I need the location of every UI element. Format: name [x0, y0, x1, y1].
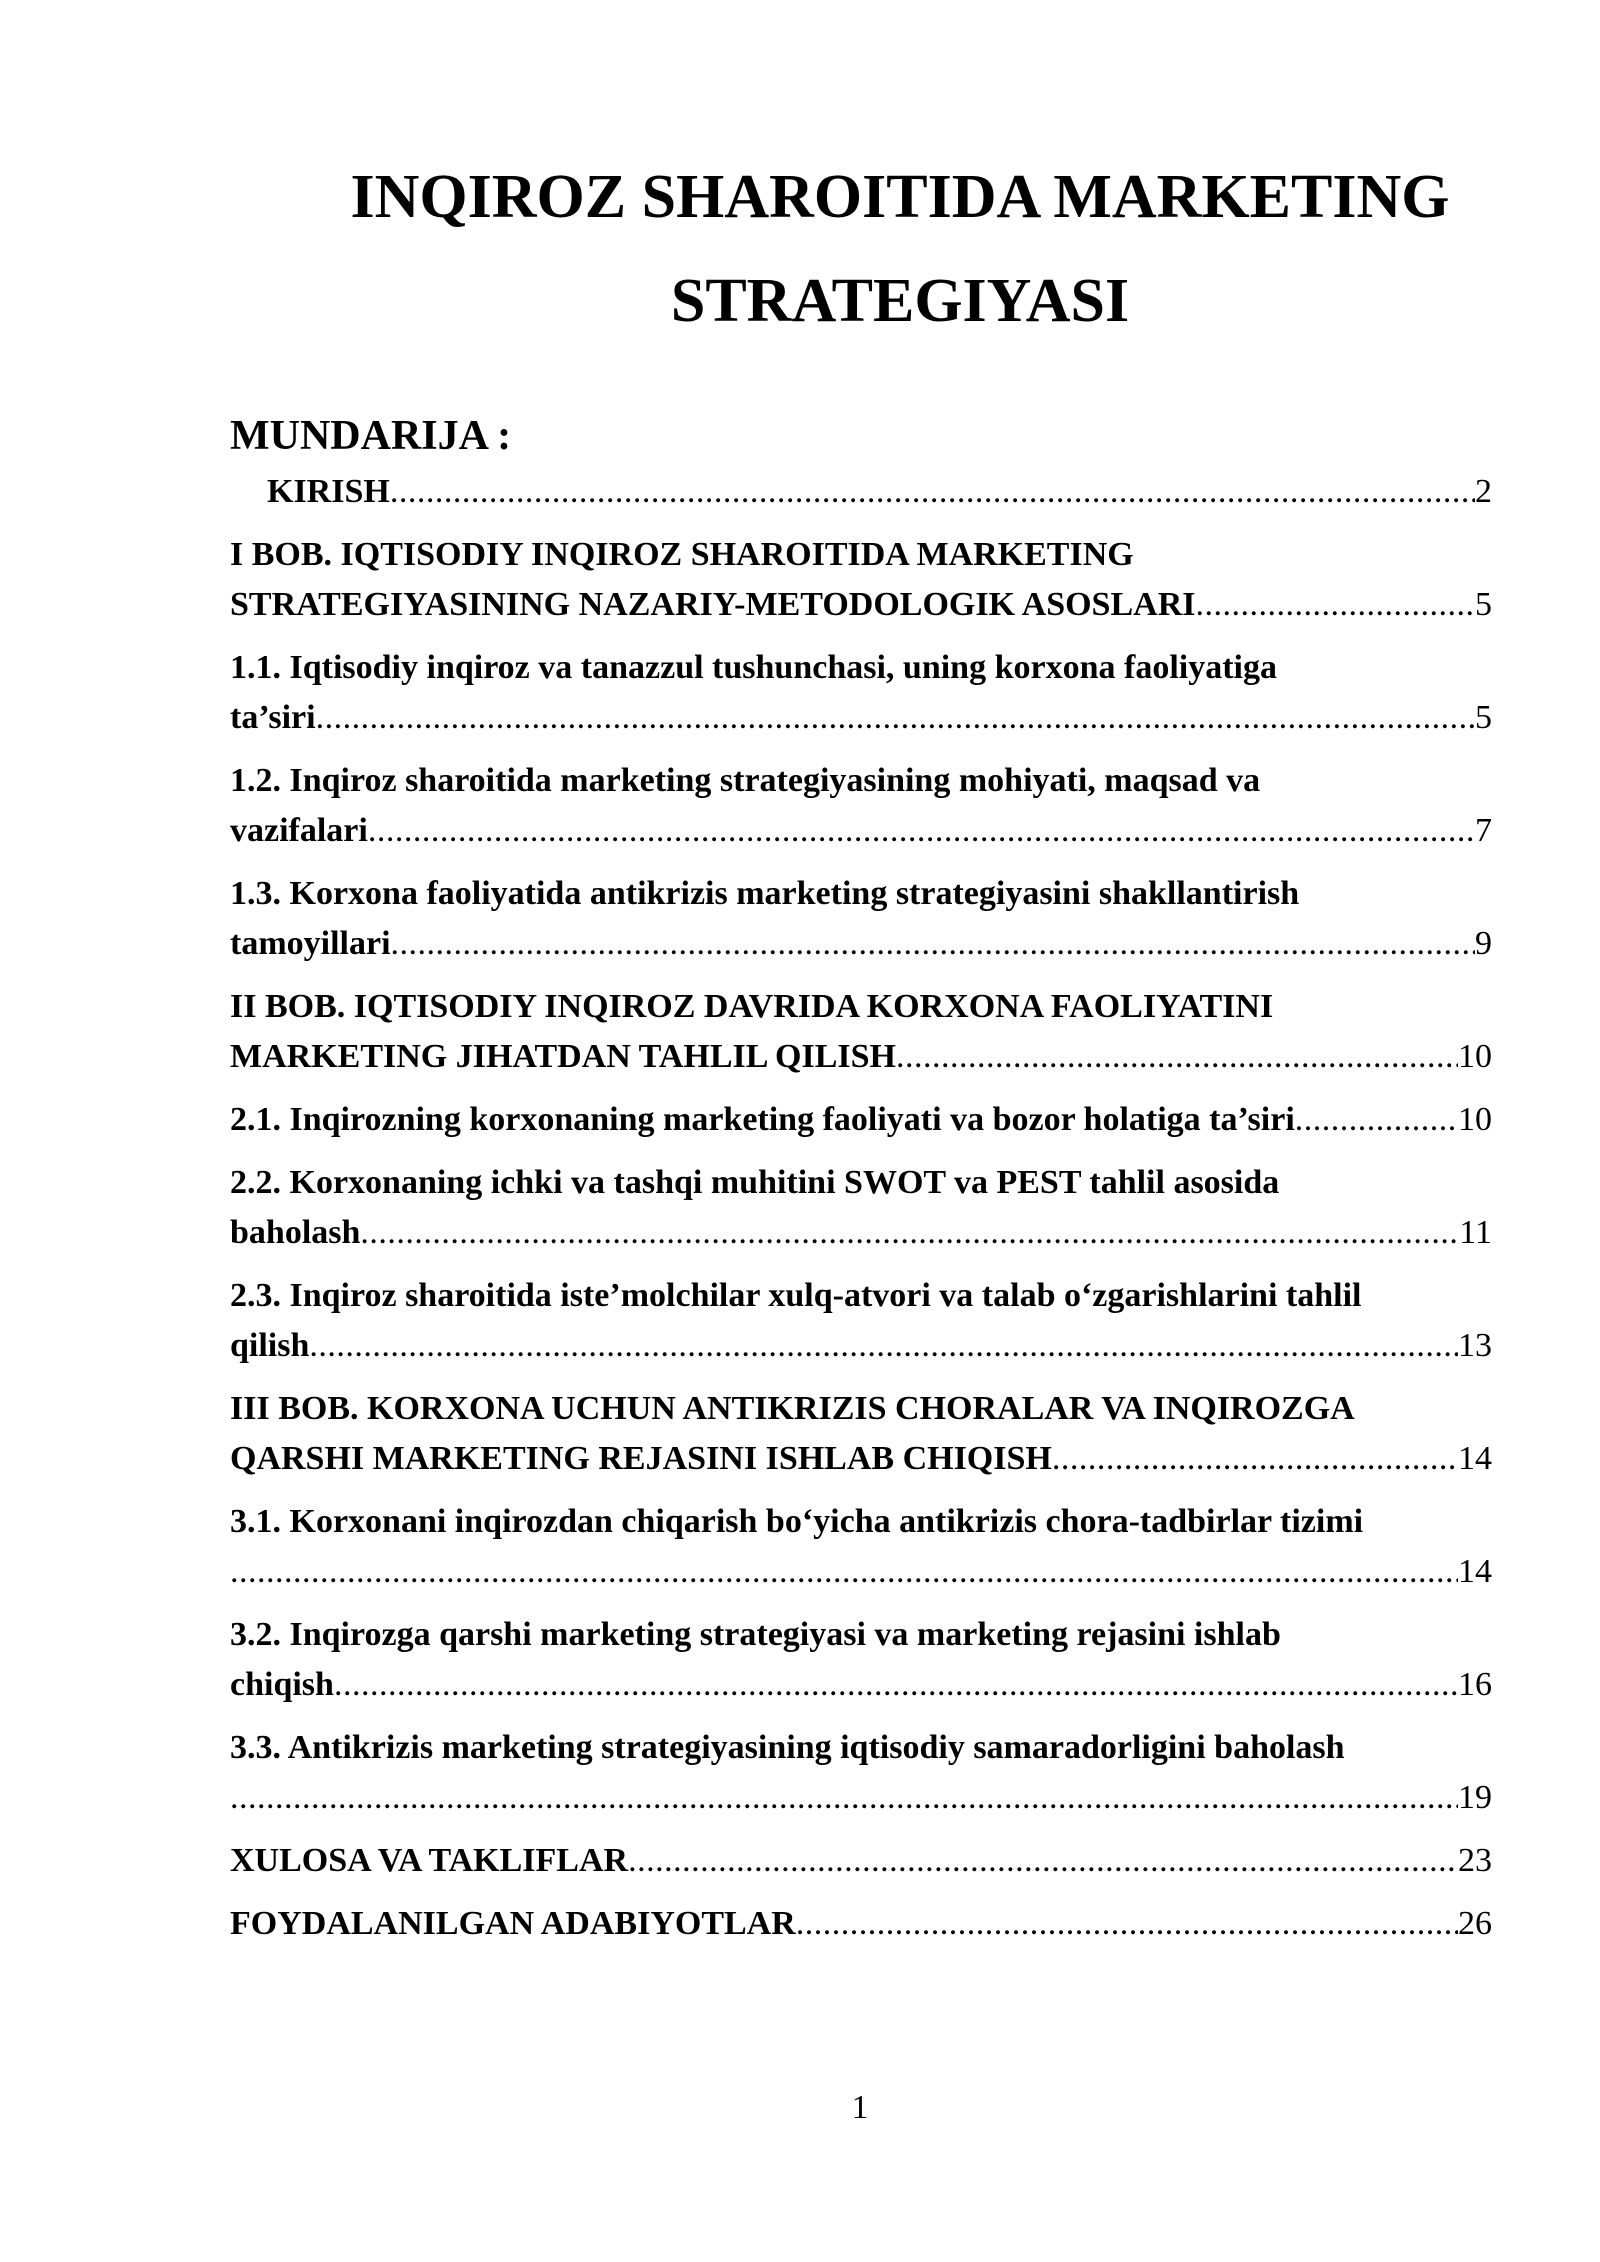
toc-entry-final-line [230, 1321, 1492, 1371]
toc-dot-leader [368, 806, 1475, 856]
toc-page-number: 19 [1458, 1779, 1492, 1816]
toc-dot-leader [391, 919, 1475, 969]
toc-entry-line: II BOB. IQTISODIY INQIROZ DAVRIDA KORXONA FAOLIYATINI [230, 988, 1274, 1025]
toc-dot-leader [334, 1660, 1458, 1710]
toc-entry-line: 2.3. Inqiroz sharoitida iste’molchilar xulq-atvori va talab o‘zgarishlarini tahlil [230, 1277, 1362, 1314]
toc-dot-leader [1052, 1434, 1458, 1484]
toc-entry-final-line [230, 1032, 1492, 1082]
toc-entry-text: STRATEGIYASINING NAZARIY-METODOLOGIK ASOSLARI [230, 586, 1196, 623]
toc-entry-text: baholash [230, 1214, 361, 1251]
toc-page-number: 10 [1458, 1038, 1492, 1075]
toc-entry-final-line [230, 1095, 1492, 1145]
toc-entry[interactable] [230, 1899, 1492, 1949]
toc-entry-final-line [230, 1773, 1492, 1823]
toc-entry[interactable] [230, 1610, 1492, 1710]
toc-dot-leader [309, 1321, 1458, 1371]
toc-entry-final-line [230, 467, 1492, 517]
toc-page-number: 23 [1458, 1842, 1492, 1879]
toc-page-number: 5 [1475, 586, 1492, 623]
toc-page-number: 14 [1458, 1440, 1492, 1477]
toc-entry[interactable] [230, 1836, 1492, 1886]
toc-entry[interactable] [230, 1158, 1492, 1258]
toc-entry-text: ta’siri [230, 699, 316, 736]
toc-entry-text: KIRISH [267, 473, 390, 510]
toc-entry-line: 1.1. Iqtisodiy inqiroz va tanazzul tushunchasi, uning korxona faoliyatiga [230, 649, 1277, 686]
toc-entry-text: tamoyillari [230, 925, 391, 962]
toc-entry[interactable] [230, 643, 1492, 743]
toc-entry[interactable] [230, 982, 1492, 1082]
toc-dot-leader [360, 1208, 1459, 1258]
toc-page-number: 14 [1458, 1553, 1492, 1590]
title-line-2: STRATEGIYASI [670, 267, 1130, 335]
toc-entry-text: QARSHI MARKETING REJASINI ISHLAB CHIQISH [230, 1440, 1052, 1477]
toc-entry-line: 1.3. Korxona faoliyatida antikrizis marketing strategiyasini shakllantirish [230, 875, 1300, 912]
toc-page-number: 13 [1458, 1327, 1492, 1364]
page-number: 1 [851, 2089, 869, 2126]
toc-page-number: 11 [1459, 1214, 1492, 1251]
toc-entry[interactable] [230, 1095, 1492, 1145]
toc-entry-line: 2.2. Korxonaning ichki va tashqi muhitini SWOT va PEST tahlil asosida [230, 1164, 1280, 1201]
toc-dot-leader [230, 1547, 1458, 1597]
toc-entry-final-line [230, 693, 1492, 743]
toc-entry[interactable] [230, 530, 1492, 630]
toc-entry-line: I BOB. IQTISODIY INQIROZ SHAROITIDA MARKETING [230, 536, 1134, 573]
toc-entry-text: chiqish [230, 1666, 334, 1703]
toc-dot-leader [230, 1773, 1458, 1823]
toc-heading: MUNDARIJA : [230, 413, 512, 459]
document-title [300, 145, 1500, 353]
toc-page-number: 16 [1458, 1666, 1492, 1703]
toc-entry-text: FOYDALANILGAN ADABIYOTLAR [230, 1905, 796, 1942]
toc-entry-line: 3.3. Antikrizis marketing strategiyasining iqtisodiy samaradorligini baholash [230, 1729, 1345, 1766]
toc-entry[interactable] [230, 1384, 1492, 1484]
toc-entry-final-line [230, 1899, 1492, 1949]
toc-entry-text: vazifalari [230, 812, 368, 849]
toc-dot-leader [1295, 1095, 1458, 1145]
toc-dot-leader [628, 1836, 1458, 1886]
title-line-1: INQIROZ SHAROITIDA MARKETING [350, 163, 1450, 231]
toc-entry-text: XULOSA VA TAKLIFLAR [230, 1842, 629, 1879]
toc-page-number: 10 [1458, 1101, 1492, 1138]
toc-entry-final-line [230, 919, 1492, 969]
toc-page-number: 5 [1475, 699, 1492, 736]
toc-dot-leader [1195, 580, 1475, 630]
toc-entry[interactable] [230, 1723, 1492, 1823]
toc-entry-final-line [230, 1660, 1492, 1710]
toc-entry-line: III BOB. KORXONA UCHUN ANTIKRIZIS CHORALAR VA INQIROZGA [230, 1390, 1355, 1427]
toc-entry[interactable] [230, 756, 1492, 856]
toc-dot-leader [896, 1032, 1458, 1082]
toc-entry-final-line [230, 580, 1492, 630]
toc-entry[interactable] [230, 1271, 1492, 1371]
toc-entry-line: 3.2. Inqirozga qarshi marketing strategiyasi va marketing rejasini ishlab [230, 1616, 1281, 1653]
toc-entry[interactable] [230, 1497, 1492, 1597]
toc-entry-final-line [230, 1547, 1492, 1597]
toc-entry-text: 2.1. Inqirozning korxonaning marketing faoliyati va bozor holatiga ta’siri [230, 1101, 1295, 1138]
toc-entry-line: 3.1. Korxonani inqirozdan chiqarish bo‘yicha antikrizis chora-tadbirlar tizimi [230, 1503, 1364, 1540]
table-of-contents [230, 467, 1492, 1962]
toc-dot-leader [390, 467, 1475, 517]
toc-entry-final-line [230, 1434, 1492, 1484]
toc-page-number: 2 [1475, 473, 1492, 510]
toc-entry-line: 1.2. Inqiroz sharoitida marketing strategiyasining mohiyati, maqsad va [230, 762, 1261, 799]
toc-entry-text: MARKETING JIHATDAN TAHLIL QILISH [230, 1038, 896, 1075]
toc-entry-final-line [230, 1836, 1492, 1886]
toc-entry[interactable] [230, 467, 1492, 517]
toc-entry-final-line [230, 806, 1492, 856]
toc-page-number: 9 [1475, 925, 1492, 962]
toc-page-number: 7 [1475, 812, 1492, 849]
toc-dot-leader [316, 693, 1475, 743]
toc-page-number: 26 [1458, 1905, 1492, 1942]
toc-entry-final-line [230, 1208, 1492, 1258]
toc-entry-text: qilish [230, 1327, 310, 1364]
toc-entry[interactable] [230, 869, 1492, 969]
toc-dot-leader [796, 1899, 1458, 1949]
